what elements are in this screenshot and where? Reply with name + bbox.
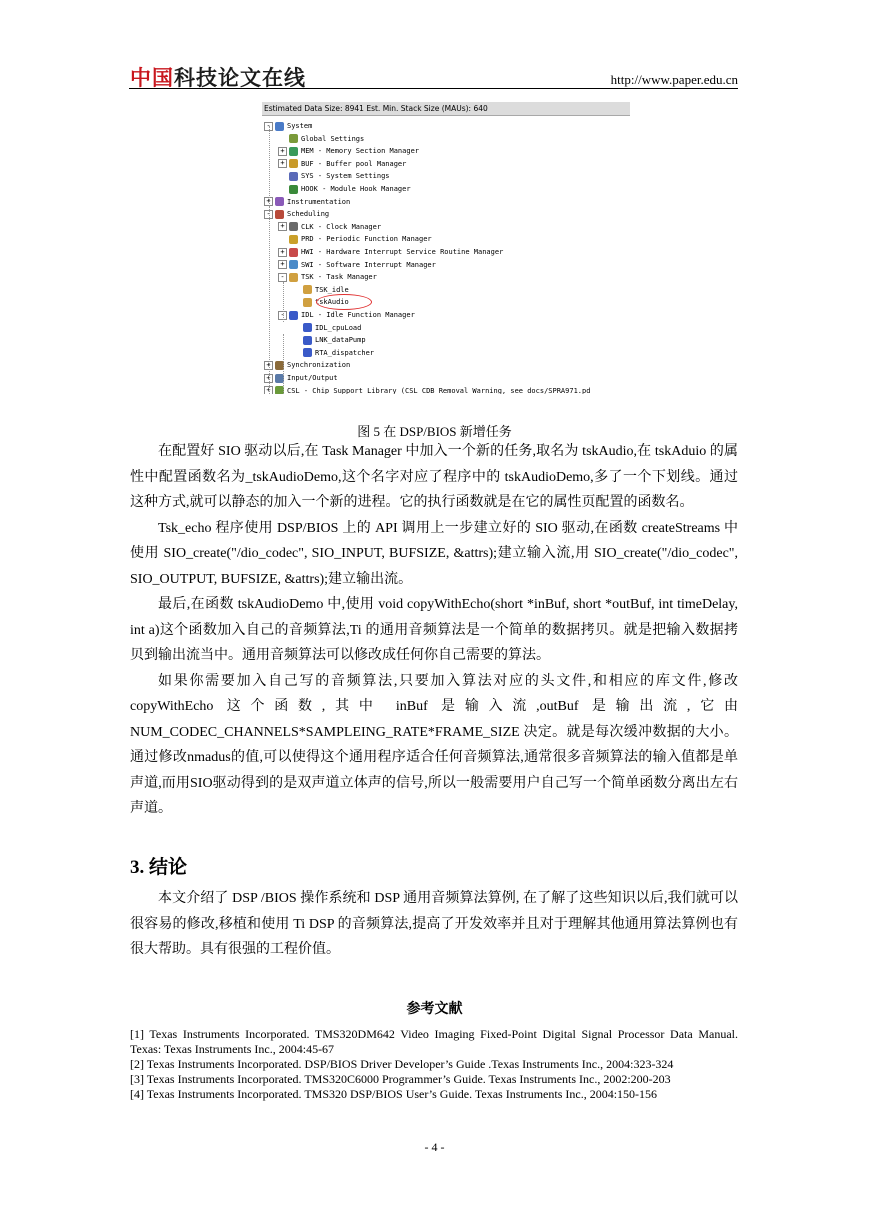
header-url: http://www.paper.edu.cn — [610, 72, 738, 87]
tree-node-label: CLK - Clock Manager — [301, 222, 382, 231]
reference-item: [3] Texas Instruments Incorporated. TMS320C6000 Programmer’s Guide. Texas Instruments Inc., 2002:200-203 — [130, 1072, 671, 1086]
expand-toggle-icon[interactable]: + — [278, 159, 287, 168]
expand-toggle-icon[interactable]: + — [278, 248, 287, 257]
header-divider — [129, 88, 738, 89]
module-icon — [303, 285, 312, 294]
references-title: 参考文献 — [406, 1001, 463, 1017]
module-icon — [275, 197, 284, 206]
tree-connector-line — [269, 126, 270, 206]
tree-node[interactable] — [264, 372, 338, 384]
tree-node[interactable] — [264, 208, 329, 220]
tree-node[interactable] — [278, 170, 390, 182]
tree-node[interactable] — [264, 359, 350, 371]
tree-node[interactable] — [278, 259, 436, 271]
tree-connector-line — [269, 206, 270, 394]
tree-node-label: Input/Output — [287, 374, 338, 382]
tree-node[interactable] — [278, 133, 364, 145]
page-number: - 4 - — [424, 1140, 445, 1154]
tree-node-label: TSK - Task Manager — [301, 273, 377, 282]
tree-node[interactable] — [278, 233, 432, 245]
logo-dark-text: 科技论文在线 — [174, 66, 306, 90]
tree-node[interactable] — [278, 158, 406, 170]
module-icon — [289, 311, 298, 320]
paragraph-5: 本文介绍了 DSP /BIOS 操作系统和 DSP 通用音频算法算例, 在了解了这些知识以后,我们就可以很容易的修改,移植和使用 Ti DSP 的音频算法,提高了开发效率并且对于理解其他通用算法算例也有很大帮助。具有很强的工程价值。 — [130, 891, 738, 957]
expand-toggle-icon[interactable]: + — [278, 222, 287, 231]
tree-node[interactable] — [264, 196, 350, 208]
tree-node[interactable] — [292, 322, 361, 334]
figure-status-bar: Estimated Data Size: 8941 Est. Min. Stack Size (MAUs): 640 — [262, 102, 630, 116]
tree-connector-line — [283, 334, 284, 394]
tree-node-label: tskAudio — [315, 298, 349, 307]
tree-node-label: HOOK - Module Hook Manager — [301, 185, 411, 193]
tree-node[interactable] — [278, 183, 411, 195]
tree-node[interactable] — [278, 271, 377, 283]
module-icon — [289, 273, 298, 282]
collapse-toggle-icon[interactable]: - — [264, 210, 273, 219]
tree-connector-line — [283, 282, 284, 322]
module-icon — [289, 222, 298, 231]
tree-node[interactable] — [264, 120, 312, 132]
expand-toggle-icon[interactable]: + — [278, 147, 287, 156]
tree-node[interactable] — [278, 221, 381, 233]
expand-toggle-icon[interactable]: + — [264, 197, 273, 206]
tree-node-label: MEM - Memory Section Manager — [301, 147, 420, 156]
module-icon — [303, 323, 312, 332]
module-icon — [289, 159, 298, 168]
module-icon — [289, 235, 298, 244]
collapse-toggle-icon[interactable]: - — [264, 122, 273, 131]
tree-node-label: System — [287, 122, 313, 130]
paragraph-1: 在配置好 SIO 驱动以后,在 Task Manager 中加入一个新的任务,取名为 tskAudio,在 tskAduio 的属性中配置函数名为_tskAudioDemo,这个名字对应了程序中的 tskAudioDemo,多了一个下划线。通过这种方式,就可以静态的加入一个新的进程。它的执行函数就是在它的属性页配置的函数名。 — [130, 444, 738, 510]
module-icon — [289, 134, 298, 143]
expand-toggle-icon[interactable]: + — [264, 361, 273, 370]
module-icon — [289, 248, 298, 257]
tree-node-label: Synchronization — [287, 361, 351, 370]
references-list — [130, 1027, 738, 1102]
expand-toggle-icon[interactable]: + — [264, 386, 273, 394]
reference-item: [4] Texas Instruments Incorporated. TMS320 DSP/BIOS User’s Guide. Texas Instruments Inc., 2004:150-156 — [130, 1087, 658, 1101]
tree-node-label: IDL_cpuLoad — [315, 323, 362, 332]
expand-toggle-icon[interactable]: + — [264, 374, 273, 383]
tree-node-label: SWI - Software Interrupt Manager — [301, 260, 436, 269]
module-icon — [303, 298, 312, 307]
tree-node[interactable] — [264, 385, 590, 394]
paragraph-2: Tsk_echo 程序使用 DSP/BIOS 上的 API 调用上一步建立好的 SIO 驱动,在函数 createStreams 中使用 SIO_create("/dio_codec", SIO_INPUT, BUFSIZE, &attrs);建立输入流,用 SIO_create("/dio_codec", SIO_OUTPUT, BUFSIZE, &attrs);建立输出流。 — [130, 520, 738, 587]
section-title-conclusion: 3. 结论 — [130, 857, 188, 878]
tree-node-label: IDL - Idle Function Manager — [301, 311, 415, 319]
tree-node-label: HWI - Hardware Interrupt Service Routine Manager — [301, 248, 504, 256]
tree-node[interactable] — [292, 347, 374, 359]
module-icon — [289, 147, 298, 156]
expand-toggle-icon[interactable]: + — [278, 260, 287, 269]
tree-node-label: TSK_idle — [315, 285, 349, 294]
tree-node[interactable] — [278, 246, 503, 258]
module-icon — [303, 336, 312, 345]
module-icon — [303, 348, 312, 357]
module-icon — [275, 122, 284, 131]
tree-node-label: BUF - Buffer pool Manager — [301, 159, 407, 168]
tree-node-label: Scheduling — [287, 210, 330, 219]
tree-node-label: CSL - Chip Support Library (CSL CDB Removal Warning, see docs/SPRA971.pd — [287, 386, 591, 394]
tree-node-label: PRD - Periodic Function Manager — [301, 235, 432, 244]
body-text-block-2 — [130, 886, 738, 963]
reference-item: [1] Texas Instruments Incorporated. TMS320DM642 Video Imaging Fixed-Point Digital Signal Processor Data Manual. Texas: Texas Instruments Inc., 2004:45-67 — [130, 1027, 738, 1056]
collapse-toggle-icon[interactable]: - — [278, 311, 287, 320]
reference-item: [2] Texas Instruments Incorporated. DSP/BIOS Driver Developer’s Guide .Texas Instruments Inc., 2004:323-324 — [130, 1057, 674, 1071]
config-tree-figure — [262, 102, 630, 394]
body-text-block-1 — [130, 439, 738, 822]
paragraph-3: 最后,在函数 tskAudioDemo 中,使用 void copyWithEcho(short *inBuf, short *outBuf, int timeDelay, int a)这个函数加入自己的音频算法,Ti 的通用音频算法是一个简单的数据拷贝。就是把输入数据拷贝到输出流当中。通用音频算法可以修改成任何你自己需要的算法。 — [130, 597, 738, 663]
tree-node[interactable] — [278, 309, 415, 321]
tree-node-label: Global Settings — [301, 134, 365, 143]
module-icon — [289, 185, 298, 194]
logo-red-text: 中国 — [130, 66, 174, 90]
tree-node[interactable] — [292, 334, 366, 346]
tree-node-label: Instrumentation — [287, 197, 351, 206]
figure-caption: 图 5 在 DSP/BIOS 新增任务 — [357, 424, 512, 439]
module-icon — [289, 260, 298, 269]
tree-node-label: RTA_dispatcher — [315, 348, 375, 357]
tree-node-label: SYS - System Settings — [301, 172, 390, 181]
collapse-toggle-icon[interactable]: - — [278, 273, 287, 282]
module-icon — [289, 172, 298, 181]
tree-node-label: LNK_dataPump — [315, 336, 366, 345]
paragraph-4: 如果你需要加入自己写的音频算法,只要加入算法对应的头文件,和相应的库文件,修改 copyWithEcho 这个函数,其中 inBuf 是输入流,outBuf 是输出流,它由 NUM_CODEC_CHANNELS*SAMPLEING_RATE*FRAME_SIZE 决定。就是每次缓冲数据的大小。通过修改nmadus的值,可以使得这个通用程序适合任何音频算法,通常很多音频算法的输入值都是单声道,而用SIO驱动得到的是双声道立体声的信号,所以一般需要用户自己写一个简单函数分离出左右声道。 — [130, 673, 738, 816]
module-icon — [275, 210, 284, 219]
tree-node[interactable] — [278, 145, 419, 157]
